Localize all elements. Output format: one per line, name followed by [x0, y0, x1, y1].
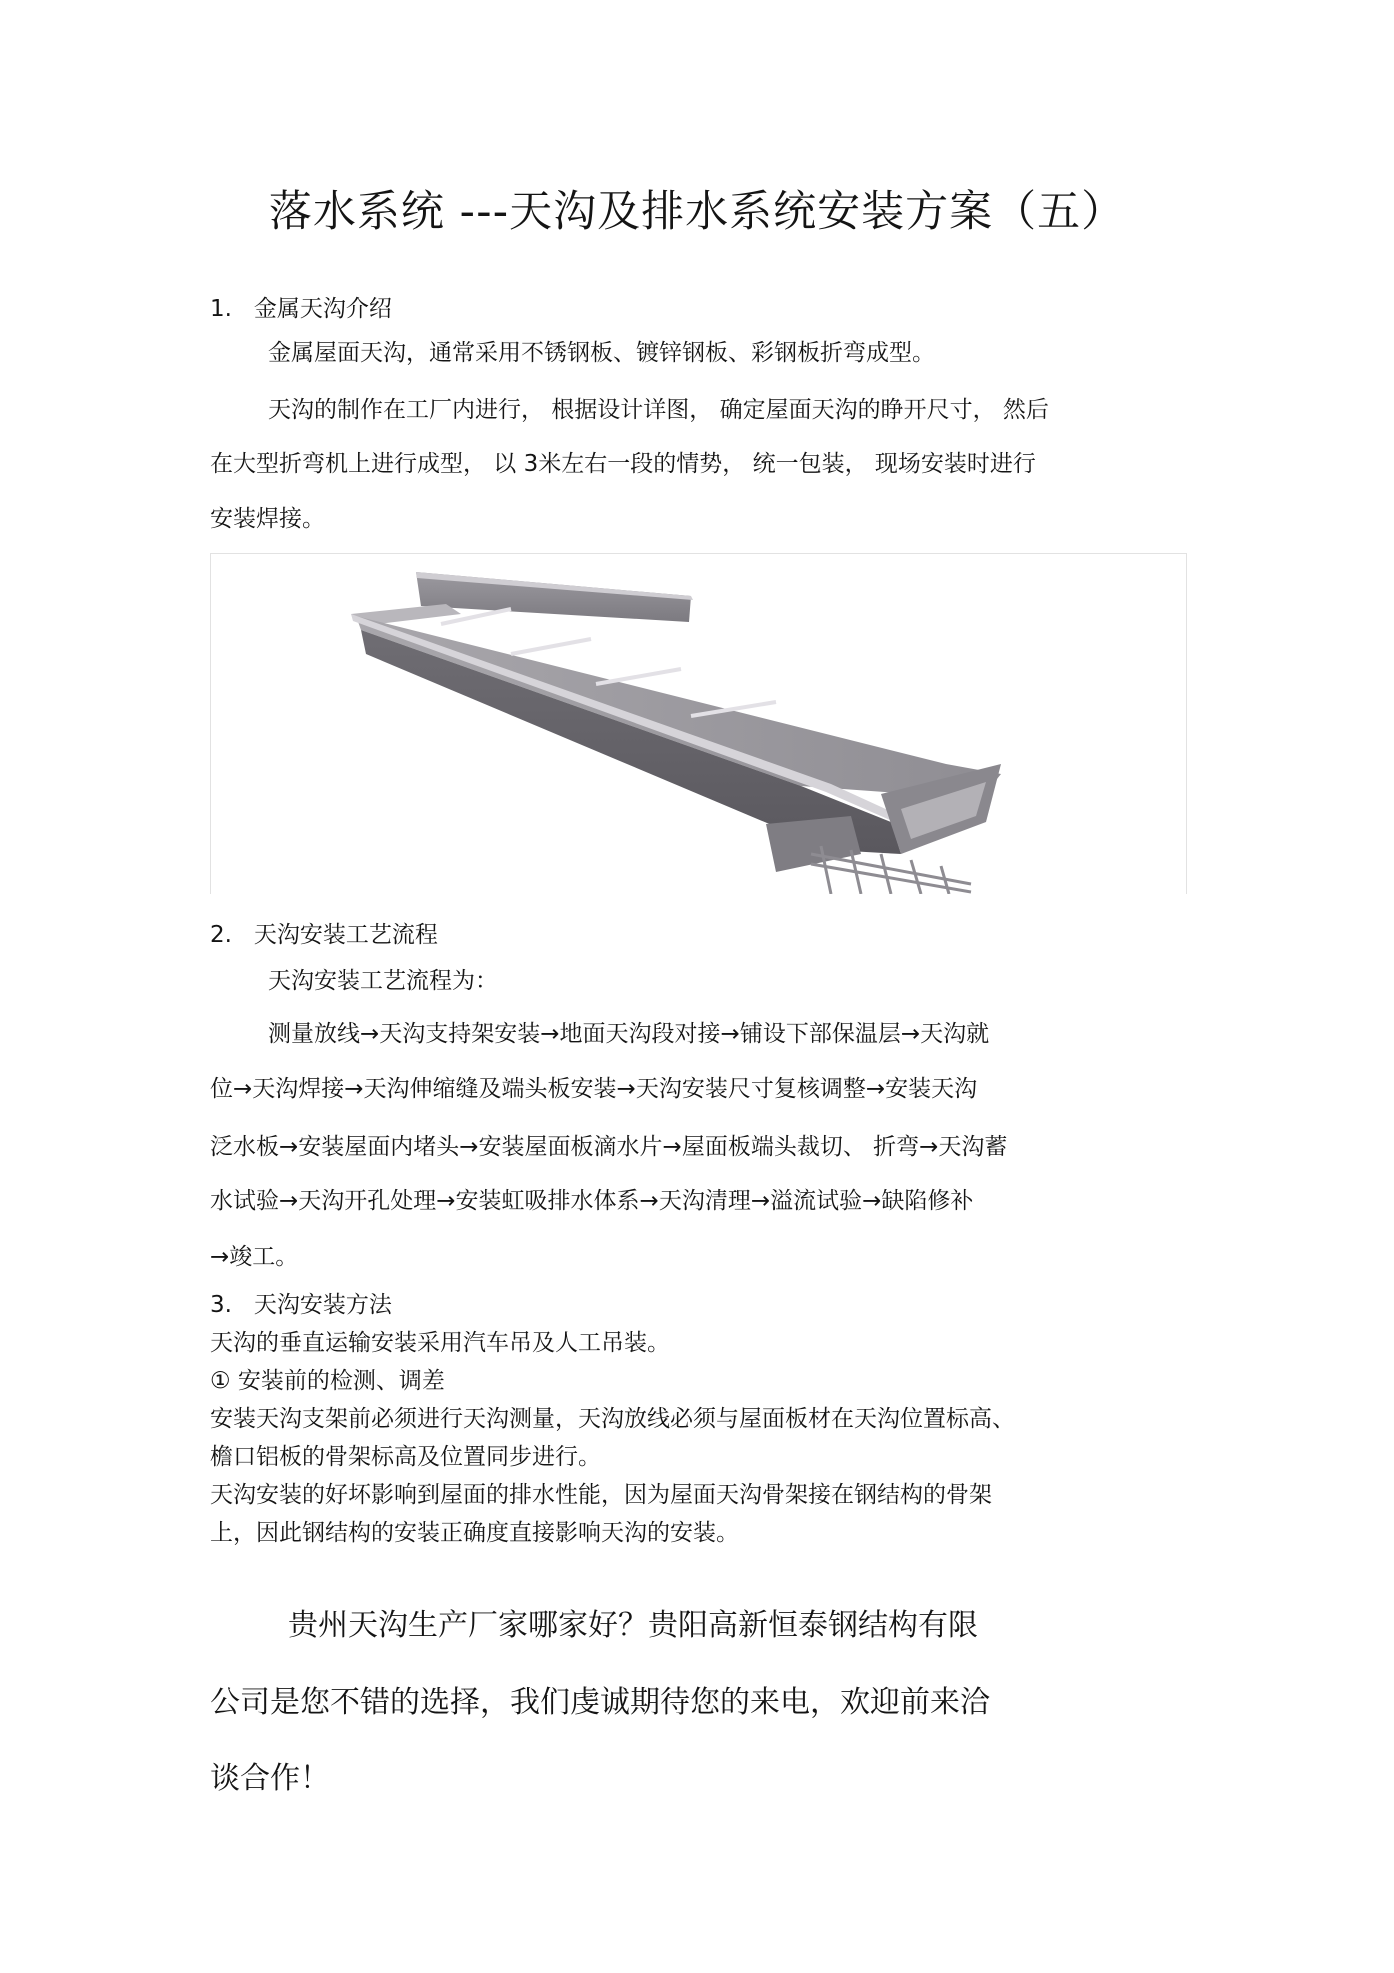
- section-3-line-4: 天沟安装的好坏影响到屋面的排水性能，因为屋面天沟骨架接在钢结构的骨架: [210, 1482, 992, 1508]
- section-2-flow-line-1: 测量放线→天沟支持架安装→地面天沟段对接→铺设下部保温层→天沟就: [268, 1021, 990, 1047]
- section-1-paragraph-2-line-1: 天沟的制作在工厂内进行， 根据设计详图， 确定屋面天沟的睁开尺寸， 然后: [268, 397, 1049, 423]
- section-2-flow-line-5: →竣工。: [210, 1244, 299, 1270]
- section-3-line-3: 檐口铝板的骨架标高及位置同步进行。: [210, 1444, 601, 1470]
- section-3-line-2: 安装天沟支架前必须进行天沟测量，天沟放线必须与屋面板材在天沟位置标高、: [210, 1406, 1015, 1432]
- gutter-photo: [210, 553, 1187, 894]
- gutter-cross-brace: [596, 669, 681, 684]
- section-2-flow-line-2: 位→天沟焊接→天沟伸缩缝及端头板安装→天沟安装尺寸复核调整→安装天沟: [210, 1076, 978, 1102]
- section-2-flow-line-3: 泛水板→安装屋面内堵头→安装屋面板滴水片→屋面板端头裁切、 折弯→天沟蓄: [210, 1134, 1008, 1160]
- section-2-intro: 天沟安装工艺流程为：: [268, 968, 498, 994]
- section-3-sub-heading: ① 安装前的检测、调差: [210, 1368, 445, 1394]
- advert-line-1: 贵州天沟生产厂家哪家好？贵阳高新恒泰钢结构有限: [288, 1608, 978, 1643]
- section-3-line-1: 天沟的垂直运输安装采用汽车吊及人工吊装。: [210, 1330, 670, 1356]
- section-2-flow-line-4: 水试验→天沟开孔处理→安装虹吸排水体系→天沟清理→溢流试验→缺陷修补: [210, 1188, 974, 1214]
- section-1-paragraph-2-line-3: 安装焊接。: [210, 506, 325, 532]
- section-3-heading: 3. 天沟安装方法: [210, 1292, 392, 1318]
- gutter-front-rim: [351, 614, 901, 824]
- section-1-paragraph-1: 金属屋面天沟，通常采用不锈钢板、镀锌钢板、彩钢板折弯成型。: [268, 340, 935, 366]
- gutter-illustration-svg: [211, 554, 1186, 894]
- page-title: 落水系统 ---天沟及排水系统安装方案（五）: [268, 187, 1126, 237]
- section-3-line-5: 上，因此钢结构的安装正确度直接影响天沟的安装。: [210, 1520, 739, 1546]
- advert-line-2: 公司是您不错的选择，我们虔诚期待您的来电，欢迎前来洽: [210, 1685, 990, 1720]
- section-1-heading: 1. 金属天沟介绍: [210, 296, 392, 322]
- section-2-heading: 2. 天沟安装工艺流程: [210, 922, 438, 948]
- advert-line-3: 谈合作！: [210, 1761, 330, 1796]
- section-1-paragraph-2-line-2: 在大型折弯机上进行成型， 以 3米左右一段的情势， 统一包装， 现场安装时进行: [210, 451, 1036, 477]
- gutter-cross-brace: [511, 639, 591, 654]
